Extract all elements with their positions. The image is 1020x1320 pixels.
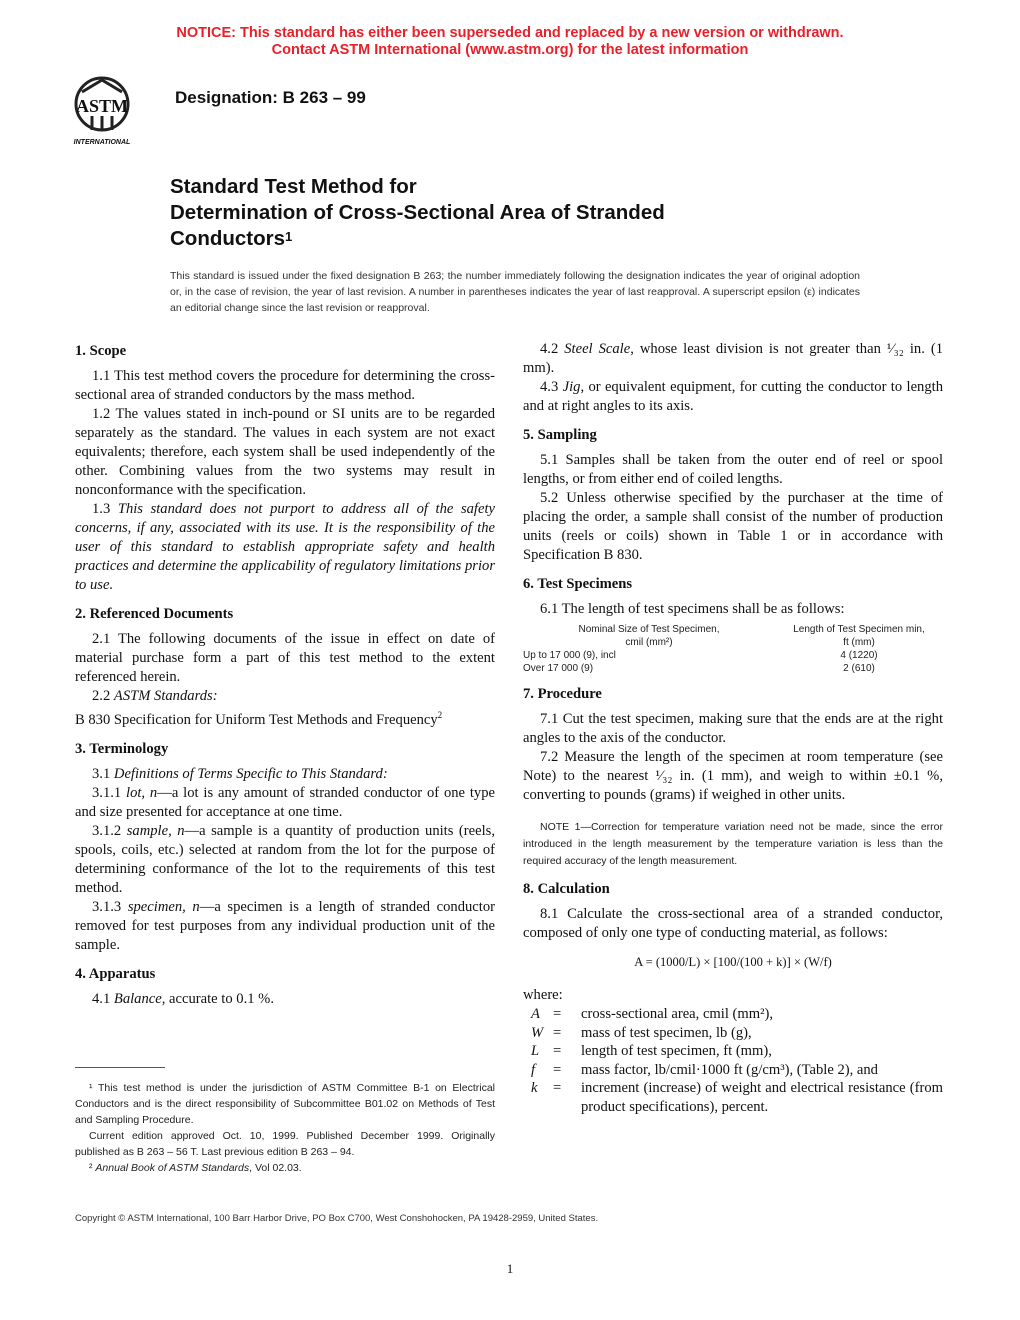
def-lot: —a lot is any amount of stranded conductor of one type and size presented for acceptance at one time. — [75, 784, 495, 820]
para-3-1-2-num: 3.1.2 — [92, 822, 122, 839]
definition-text: length of test specimen, ft (mm), — [581, 1043, 772, 1059]
definition-row — [523, 1042, 943, 1061]
term-balance: Balance — [113, 990, 162, 1007]
para-3-1-2 — [75, 822, 495, 898]
notice-banner — [0, 25, 1020, 59]
section-heading-procedure: 7. Procedure — [523, 686, 602, 702]
header-size-l1: Nominal Size of Test Specimen, — [578, 624, 720, 635]
definition-equals: = — [553, 1006, 562, 1022]
definition-row — [523, 1079, 943, 1116]
term-sample: sample, n — [126, 822, 185, 839]
para-4-1-text: , accurate to 0.1 %. — [161, 990, 274, 1007]
section-heading-scope: 1. Scope — [75, 343, 127, 359]
para-5-1: 5.1 Samples shall be taken from the outer end of reel or spool lengths, or from either end of coiled lengths. — [523, 452, 943, 487]
para-2-2-text: ASTM Standards: — [113, 688, 218, 704]
para-3-1-3-num: 3.1.3 — [92, 898, 122, 915]
specimen-length-table — [523, 623, 943, 675]
left-column — [75, 340, 495, 1009]
para-3-1 — [75, 765, 495, 784]
term-jig: Jig — [562, 379, 581, 395]
document-title — [170, 174, 870, 252]
para-7-1: 7.1 Cut the test specimen, making sure that the ends are at the right angles to the axis of the conductor. — [523, 711, 943, 746]
footnote-divider — [75, 1067, 165, 1068]
para-3-1-num: 3.1 — [92, 765, 111, 782]
para-4-2-num: 4.2 — [540, 341, 559, 357]
table-cell-length: 2 (610) — [843, 663, 875, 674]
title-footnote-mark: 1 — [285, 229, 293, 244]
right-column — [523, 340, 943, 1116]
definition-row — [523, 1061, 943, 1080]
def-specimen: —a specimen is a length of stranded conductor removed for test purposes from any individual production unit of the sample. — [75, 898, 495, 953]
definition-equals: = — [553, 1080, 562, 1096]
definition-text: increment (increase) of weight and electrical resistance (from product specifications), percent. — [581, 1080, 943, 1115]
term-specimen: specimen, n — [127, 898, 200, 915]
header-length-l2: ft (mm) — [843, 637, 875, 648]
astm-international-logo — [62, 72, 162, 148]
header-length-l1: Length of Test Specimen min, — [793, 624, 925, 635]
term-steel-scale: Steel Scale — [564, 341, 631, 357]
definition-equals: = — [553, 1024, 562, 1041]
para-3-1-text: Definitions of Terms Specific to This Standard: — [113, 765, 388, 782]
table-cell-size: Over 17 000 (9) — [523, 663, 594, 674]
table-header-row — [523, 623, 943, 649]
referenced-item-b830 — [75, 706, 495, 730]
logo-text-top: ASTM — [75, 96, 129, 116]
para-4-2 — [523, 340, 943, 378]
para-4-1 — [75, 990, 495, 1009]
table-row — [523, 649, 943, 662]
footnotes — [75, 1080, 495, 1176]
section-heading-terminology: 3. Terminology — [75, 740, 169, 757]
definition-row — [523, 1005, 943, 1024]
referenced-item-mark: 2 — [437, 710, 443, 720]
section-heading-sampling: 5. Sampling — [523, 427, 597, 443]
area-formula: A = (1000/L) × [100/(100 + k)] × (W/f) — [634, 955, 832, 969]
para-2-2-num: 2.2 — [92, 688, 111, 704]
definition-symbol: L — [531, 1043, 540, 1059]
para-5-2: 5.2 Unless otherwise specified by the purchaser at the time of placing the order, a sample shall consist of the number of production units (reels or coils) shown in Table 1 or in accordance with Specification B 830. — [523, 490, 943, 563]
para-1-2: 1.2 The values stated in inch-pound or SI units are to be regarded separately as the standard. The values in each system are not exact equivalents; therefore, each system shall be used independently of the other. Combining values from the two systems may result in nonconformance with the specification. — [75, 406, 495, 498]
logo-text-bottom: INTERNATIONAL — [73, 139, 131, 146]
para-3-1-1 — [75, 784, 495, 822]
definition-row — [523, 1024, 943, 1043]
para-4-3-num: 4.3 — [540, 379, 559, 395]
para-4-3-text: , or equivalent equipment, for cutting the conductor to length and at right angles to its axis. — [523, 379, 943, 414]
para-3-1-3 — [75, 898, 495, 955]
para-4-3 — [523, 378, 943, 416]
definition-text: mass of test specimen, lb (g), — [581, 1024, 752, 1041]
copyright-line: Copyright © ASTM International, 100 Barr Harbor Drive, PO Box C700, West Conshohocken, PA 19428-2959, United States. — [75, 1213, 599, 1224]
definition-symbol: f — [531, 1061, 536, 1078]
footnote-2-tail: , Vol 02.03. — [249, 1162, 302, 1174]
where-label: where: — [523, 987, 563, 1003]
term-lot: lot, n — [126, 784, 158, 801]
footnote-1b: Current edition approved Oct. 10, 1999. Published December 1999. Originally published as B 263 – 56 T. Last previous edition B 263 – 94. — [75, 1130, 495, 1158]
note-1: NOTE 1—Correction for temperature variation need not be made, since the error introduced in the length measurement by the temperature variation is less than the required accuracy of the length measurement. — [523, 821, 943, 867]
para-8-1: 8.1 Calculate the cross-sectional area of a stranded conductor, composed of only one type of conducting material, as follows: — [523, 906, 943, 941]
para-3-1-1-num: 3.1.1 — [92, 784, 122, 801]
footnote-2-mark: ² — [89, 1162, 93, 1174]
para-4-2-text: , whose least division is not greater than ¹⁄₃₂ in. (1 mm). — [523, 341, 943, 376]
table-row — [523, 662, 943, 675]
definition-symbol: A — [531, 1006, 540, 1022]
title-line-2: Determination of Cross-Sectional Area of Stranded — [170, 201, 665, 224]
table-cell-size: Up to 17 000 (9), incl — [523, 650, 616, 661]
def-sample: —a sample is a quantity of production units (reels, spools, coils, etc.) selected at random from the lot for the purpose of determining conformance of the lot to the requirements of this test method. — [75, 822, 495, 896]
definition-text: cross-sectional area, cmil (mm²), — [581, 1006, 773, 1022]
definition-equals: = — [553, 1061, 562, 1078]
definition-symbol: k — [531, 1080, 538, 1096]
para-1-3 — [75, 500, 495, 595]
table-header-size — [523, 623, 775, 649]
table-cell-length: 4 (1220) — [840, 650, 878, 661]
definition-text: mass factor, lb/cmil·1000 ft (g/cm³), (Table 2), and — [581, 1061, 878, 1078]
table-header-length — [775, 623, 943, 649]
page-number: 1 — [506, 1261, 514, 1276]
header-size-l2: cmil (mm²) — [625, 637, 673, 648]
footnote-2-text: Annual Book of ASTM Standards — [95, 1162, 250, 1174]
footnote-1: ¹ This test method is under the jurisdiction of ASTM Committee B-1 on Electrical Conductors and is the direct responsibility of Subcommittee B01.02 on Methods of Test and Sampling Procedure. — [75, 1082, 495, 1126]
section-heading-referenced: 2. Referenced Documents — [75, 606, 234, 622]
section-heading-apparatus: 4. Apparatus — [75, 965, 156, 982]
designation: Designation: B 263 – 99 — [175, 88, 366, 107]
para-2-1: 2.1 The following documents of the issue in effect on date of material purchase form a part of this test method to the extent referenced herein. — [75, 631, 495, 685]
definition-symbol: W — [531, 1024, 544, 1041]
section-heading-specimens: 6. Test Specimens — [523, 576, 633, 592]
notice-line-1: NOTICE: This standard has either been superseded and replaced by a new version or withdrawn. — [176, 25, 844, 41]
title-line-3: Conductors — [170, 227, 286, 250]
para-6-1: 6.1 The length of test specimens shall be as follows: — [540, 601, 845, 617]
para-1-1: 1.1 This test method covers the procedure for determining the cross-sectional area of stranded conductors by the mass method. — [75, 368, 495, 403]
title-line-1: Standard Test Method for — [170, 175, 417, 198]
issue-note: This standard is issued under the fixed designation B 263; the number immediately following the designation indicates the year of original adoption or, in the case of revision, the year of last revision. A number in parentheses indicates the year of last reapproval. A superscript epsilon (ε) indicates an editorial change since the last revision or reapproval. — [170, 270, 860, 314]
para-4-1-num: 4.1 — [92, 990, 111, 1007]
footnote-2 — [75, 1160, 495, 1176]
para-1-3-text: This standard does not purport to address all of the safety concerns, if any, associated with its use. It is the responsibility of the user of this standard to establish appropriate safety and health practices and determine the applicability of regulatory limitations prior to use. — [75, 501, 495, 593]
para-1-3-num: 1.3 — [92, 501, 111, 517]
referenced-item-text: B 830 Specification for Uniform Test Methods and Frequency — [75, 711, 438, 728]
para-7-2: 7.2 Measure the length of the specimen at room temperature (see Note) to the nearest ¹⁄₃₂ in. (1 mm), and weigh to within ±0.1 %, converting to pounds (grams) if weighed in other units. — [523, 749, 943, 803]
section-heading-calculation: 8. Calculation — [523, 881, 610, 897]
definition-equals: = — [553, 1043, 562, 1059]
para-2-2 — [75, 687, 495, 706]
notice-line-2: Contact ASTM International (www.astm.org) for the latest information — [271, 42, 749, 58]
